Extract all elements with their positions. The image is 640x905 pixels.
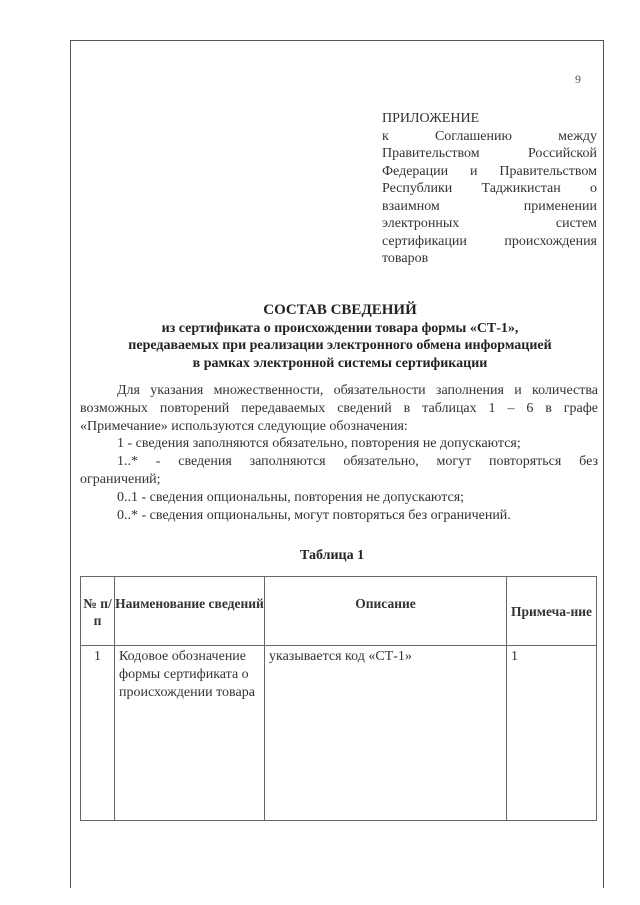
header-name: Наименование сведений <box>115 577 265 646</box>
cell-note: 1 <box>507 646 597 821</box>
intro-paragraph: Для указания множественности, обязательности заполнения и количества возможных повторений передаваемых сведений в таблицах 1 – 6 в графе «Примечание» используются следующие обозначения: <box>80 383 598 434</box>
page-number: 9 <box>575 72 581 86</box>
annex-block <box>382 110 597 268</box>
table-row <box>81 646 597 821</box>
annex-line: взаимном применении <box>382 198 597 214</box>
header-desc: Описание <box>265 577 507 646</box>
annex-line: электронных систем <box>382 216 597 231</box>
annex-line: к Соглашению между <box>382 128 597 144</box>
intro-paragraph: 1 - сведения заполняются обязательно, повторения не допускаются; <box>117 436 521 452</box>
title-line: из сертификата о происхождении товара формы «СТ-1», <box>161 320 519 336</box>
title-line: передаваемых при реализации электронного обмена информацией <box>128 338 552 353</box>
title-line: СОСТАВ СВЕДЕНИЙ <box>263 302 417 318</box>
intro-paragraph: 0..* - сведения опциональны, могут повторяться без ограничений. <box>117 507 511 523</box>
annex-line: Федерации и Правительством <box>382 163 597 179</box>
title-line: в рамках электронной системы сертификации <box>192 355 488 371</box>
header-num: № п/п <box>81 577 115 646</box>
intro-text <box>80 382 598 524</box>
cell-num: 1 <box>81 646 115 821</box>
annex-line: сертификации происхождения <box>382 233 597 249</box>
data-table <box>80 576 597 821</box>
cell-desc: указывается код «СТ-1» <box>265 646 507 821</box>
annex-line: Правительством Российской <box>382 146 597 161</box>
table-header-row <box>81 577 597 646</box>
annex-heading: ПРИЛОЖЕНИЕ <box>382 111 480 126</box>
table-caption: Таблица 1 <box>300 548 365 563</box>
document-title <box>80 302 600 372</box>
intro-paragraph: ограничений; <box>80 471 161 487</box>
annex-last-line: товаров <box>382 251 429 266</box>
header-note: Примеча-ние <box>507 577 597 646</box>
cell-name: Кодовое обозначение формы сертификата о происхождении товара <box>115 646 265 821</box>
intro-paragraph: 0..1 - сведения опциональны, повторения не допускаются; <box>117 489 465 505</box>
intro-paragraph: 1..* - сведения заполняются обязательно, могут повторяться без <box>117 454 598 470</box>
annex-line: Республики Таджикистан о <box>382 181 597 196</box>
